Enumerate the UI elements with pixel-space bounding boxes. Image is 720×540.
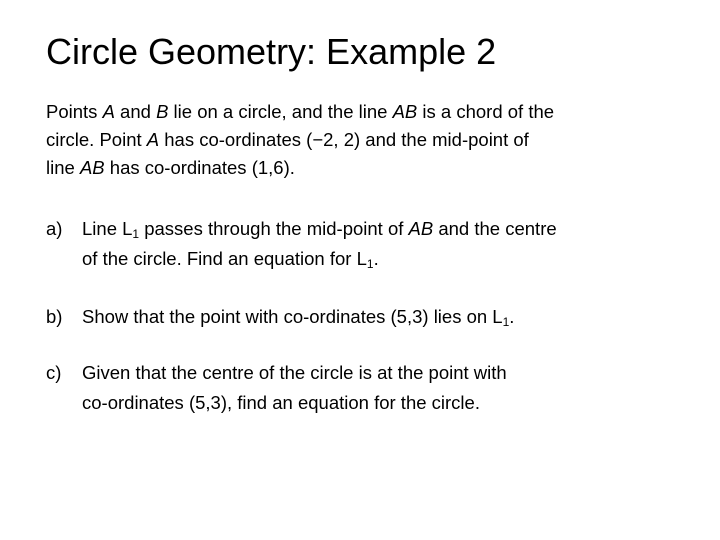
text-run: Points <box>46 101 103 122</box>
problem-line-2 <box>46 126 686 154</box>
question-line <box>82 214 686 244</box>
text-run: has co-ordinates (−2, 2) and the mid-point of <box>159 129 529 150</box>
point-label: B <box>156 101 169 122</box>
text-run: passes through the mid-point of <box>139 218 409 239</box>
question-a <box>46 214 686 274</box>
problem-line-1 <box>46 98 686 126</box>
question-b <box>46 302 686 332</box>
question-marker: a) <box>46 218 63 239</box>
text-run: is a chord of the <box>417 101 555 122</box>
text-run: . <box>509 306 515 327</box>
slide-title: Circle Geometry: Example 2 <box>46 31 497 72</box>
text-run: Line L <box>82 218 133 239</box>
question-line <box>82 244 686 274</box>
text-run: lie on a circle, and the line <box>168 101 393 122</box>
subscript: 1 <box>502 315 510 329</box>
line-label: AB <box>408 218 434 239</box>
point-label: A <box>102 101 115 122</box>
subscript: 1 <box>132 227 140 241</box>
text-run: line <box>46 157 80 178</box>
text-run: and <box>114 101 157 122</box>
question-line <box>82 302 686 332</box>
question-line: Given that the centre of the circle is at the point with <box>82 362 507 383</box>
text-run: of the circle. Find an equation for L <box>82 248 367 269</box>
question-text <box>82 214 686 274</box>
question-text <box>82 358 686 418</box>
point-label: A <box>146 129 160 150</box>
subscript: 1 <box>366 257 374 271</box>
question-marker: c) <box>46 362 62 383</box>
question-c <box>46 358 686 418</box>
text-run: . <box>373 248 379 269</box>
question-line: co-ordinates (5,3), find an equation for the circle. <box>82 392 480 413</box>
line-label: AB <box>392 101 418 122</box>
text-run: has co-ordinates (1,6). <box>104 157 295 178</box>
line-label: AB <box>79 157 105 178</box>
problem-statement <box>46 98 686 182</box>
problem-line-3 <box>46 154 686 182</box>
text-run: Show that the point with co-ordinates (5,3) lies on L <box>82 306 503 327</box>
question-marker: b) <box>46 306 63 327</box>
text-run: circle. Point <box>46 129 147 150</box>
question-text <box>82 302 686 332</box>
text-run: and the centre <box>433 218 557 239</box>
